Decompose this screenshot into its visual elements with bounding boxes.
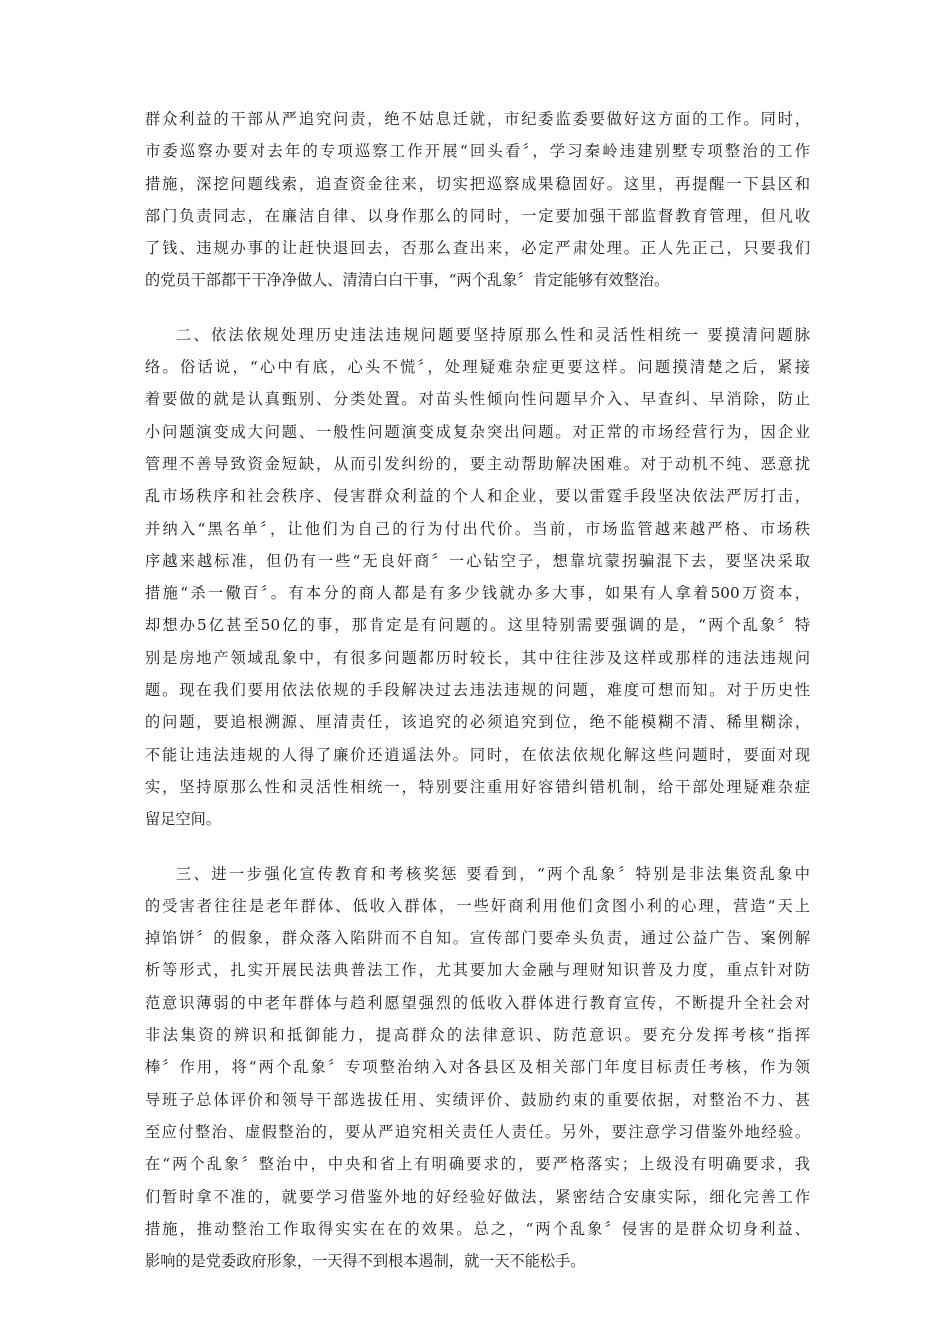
text-line: 的受害者往往是老年群体、低收入群体，一些奸商利用他们贪图小利的心理，营造“天上: [145, 896, 810, 915]
text-line: 影响的是党委政府形象，一天得不到根本遏制，就一天不能松手。: [145, 1252, 586, 1271]
section-heading-line: 三、进一步强化宣传教育和考核奖惩 要看到，“两个乱象〞特别是非法集资乱象中: [176, 864, 810, 883]
text-line: 们暂时拿不准的，就要学习借鉴外地的好经验好做法，紧密结合安康实际，细化完善工作: [145, 1187, 810, 1206]
document-body: [145, 103, 810, 1277]
text-line: 至应付整治、虚假整治的，要从严追究相关责任人责任。另外，要注意学习借鉴外地经验。: [145, 1122, 810, 1141]
section-heading-line: 二、依法依规处理历史违法违规问题要坚持原那么性和灵活性相统一 要摸清问题脉: [176, 325, 810, 344]
text-line: 措施，深挖问题线索，追查资金往来，切实把巡察成果稳固好。这里，再提醒一下县区和: [145, 174, 810, 193]
text-line: 不能让违法违规的人得了廉价还逍遥法外。同时，在依法依规化解这些问题时，要面对现: [145, 745, 810, 764]
text-line: 措施，推动整治工作取得实实在在的效果。总之，“两个乱象〞侵害的是群众切身利益、: [145, 1219, 810, 1238]
text-line: 棒〞作用，将“两个乱象〞专项整治纳入对各县区及相关部门年度目标责任考核，作为领: [145, 1058, 810, 1077]
text-line: 的问题，要追根溯源、厘清责任，该追究的必须追究到位，绝不能模糊不清、稀里糊涂，: [145, 713, 810, 732]
text-line: 在“两个乱象〞整治中，中央和省上有明确要求的，要严格落实；上级没有明确要求，我: [145, 1155, 810, 1174]
paragraph-gap: [145, 297, 810, 319]
paragraph-2: [145, 319, 810, 836]
text-line: 部门负责同志，在廉洁自律、以身作那么的同时，一定要加强干部监督教育管理，但凡收: [145, 206, 810, 225]
text-line: 市委巡察办要对去年的专项巡察工作开展“回头看〞，学习秦岭违建别墅专项整治的工作: [145, 142, 810, 161]
text-line: 非法集资的辨识和抵御能力，提高群众的法律意识、防范意识。要充分发挥考核“指挥: [145, 1026, 810, 1045]
paragraph-gap: [145, 836, 810, 858]
text-line: 题。现在我们要用依法依规的手段解决过去违法违规的问题，难度可想而知。对于历史性: [145, 681, 810, 700]
text-line: 析等形式，扎实开展民法典普法工作，尤其要加大金融与理财知识普及力度，重点针对防: [145, 961, 810, 980]
text-line: 络。俗话说，“心中有底，心头不慌〞，处理疑难杂症更要这样。问题摸清楚之后，紧接: [145, 358, 810, 377]
text-line: 群众利益的干部从严追究问责，绝不姑息迁就，市纪委监委要做好这方面的工作。同时，: [145, 110, 810, 128]
text-line: 导班子总体评价和领导干部选拔任用、实绩评价、鼓励约束的重要依据，对整治不力、甚: [145, 1090, 810, 1109]
text-line: 着要做的就是认真甄别、分类处置。对苗头性倾向性问题早介入、早查纠、早消除，防止: [145, 390, 810, 409]
paragraph-1: [145, 103, 810, 297]
text-line: 掉馅饼〞的假象，群众落入陷阱而不自知。宣传部门要牵头负责，通过公益广告、案例解: [145, 929, 810, 948]
text-line: 并纳入“黑名单〞，让他们为自己的行为付出代价。当前，市场监管越来越严格、市场秩: [145, 519, 810, 538]
paragraph-3: [145, 858, 810, 1278]
text-line: 的党员干部都干干净净做人、清清白白干事，“两个乱象〞肯定能够有效整治。: [145, 271, 670, 290]
text-line: 小问题演变成大问题、一般性问题演变成复杂突出问题。对正常的市场经营行为，因企业: [145, 422, 810, 441]
text-line: 别是房地产领域乱象中，有很多问题都历时较长，其中往往涉及这样或那样的违法违规问: [145, 648, 810, 667]
text-line: 了钱、违规办事的让赶快退回去，否那么查出来，必定严肃处理。正人先正己，只要我们: [145, 239, 810, 258]
text-line: 措施“杀一儆百〞。有本分的商人都是有多少钱就办多大事，如果有人拿着500万资本，: [145, 584, 810, 603]
text-line: 留足空间。: [145, 810, 221, 829]
text-line: 序越来越标准，但仍有一些“无良奸商〞一心钻空子，想靠坑蒙拐骗混下去，要坚决采取: [145, 551, 810, 570]
text-line: 乱市场秩序和社会秩序、侵害群众利益的个人和企业，要以雷霆手段坚决依法严厉打击，: [145, 487, 810, 506]
text-line: 却想办5亿甚至50亿的事，那肯定是有问题的。这里特别需要强调的是，“两个乱象〞特: [145, 616, 810, 635]
text-line: 范意识薄弱的中老年群体与趋利愿望强烈的低收入群体进行教育宣传，不断提升全社会对: [145, 993, 810, 1012]
text-line: 管理不善导致资金短缺，从而引发纠纷的，要主动帮助解决困难。对于动机不纯、恶意扰: [145, 454, 810, 473]
text-line: 实，坚持原那么性和灵活性相统一，特别要注重用好容错纠错机制，给干部处理疑难杂症: [145, 777, 810, 796]
